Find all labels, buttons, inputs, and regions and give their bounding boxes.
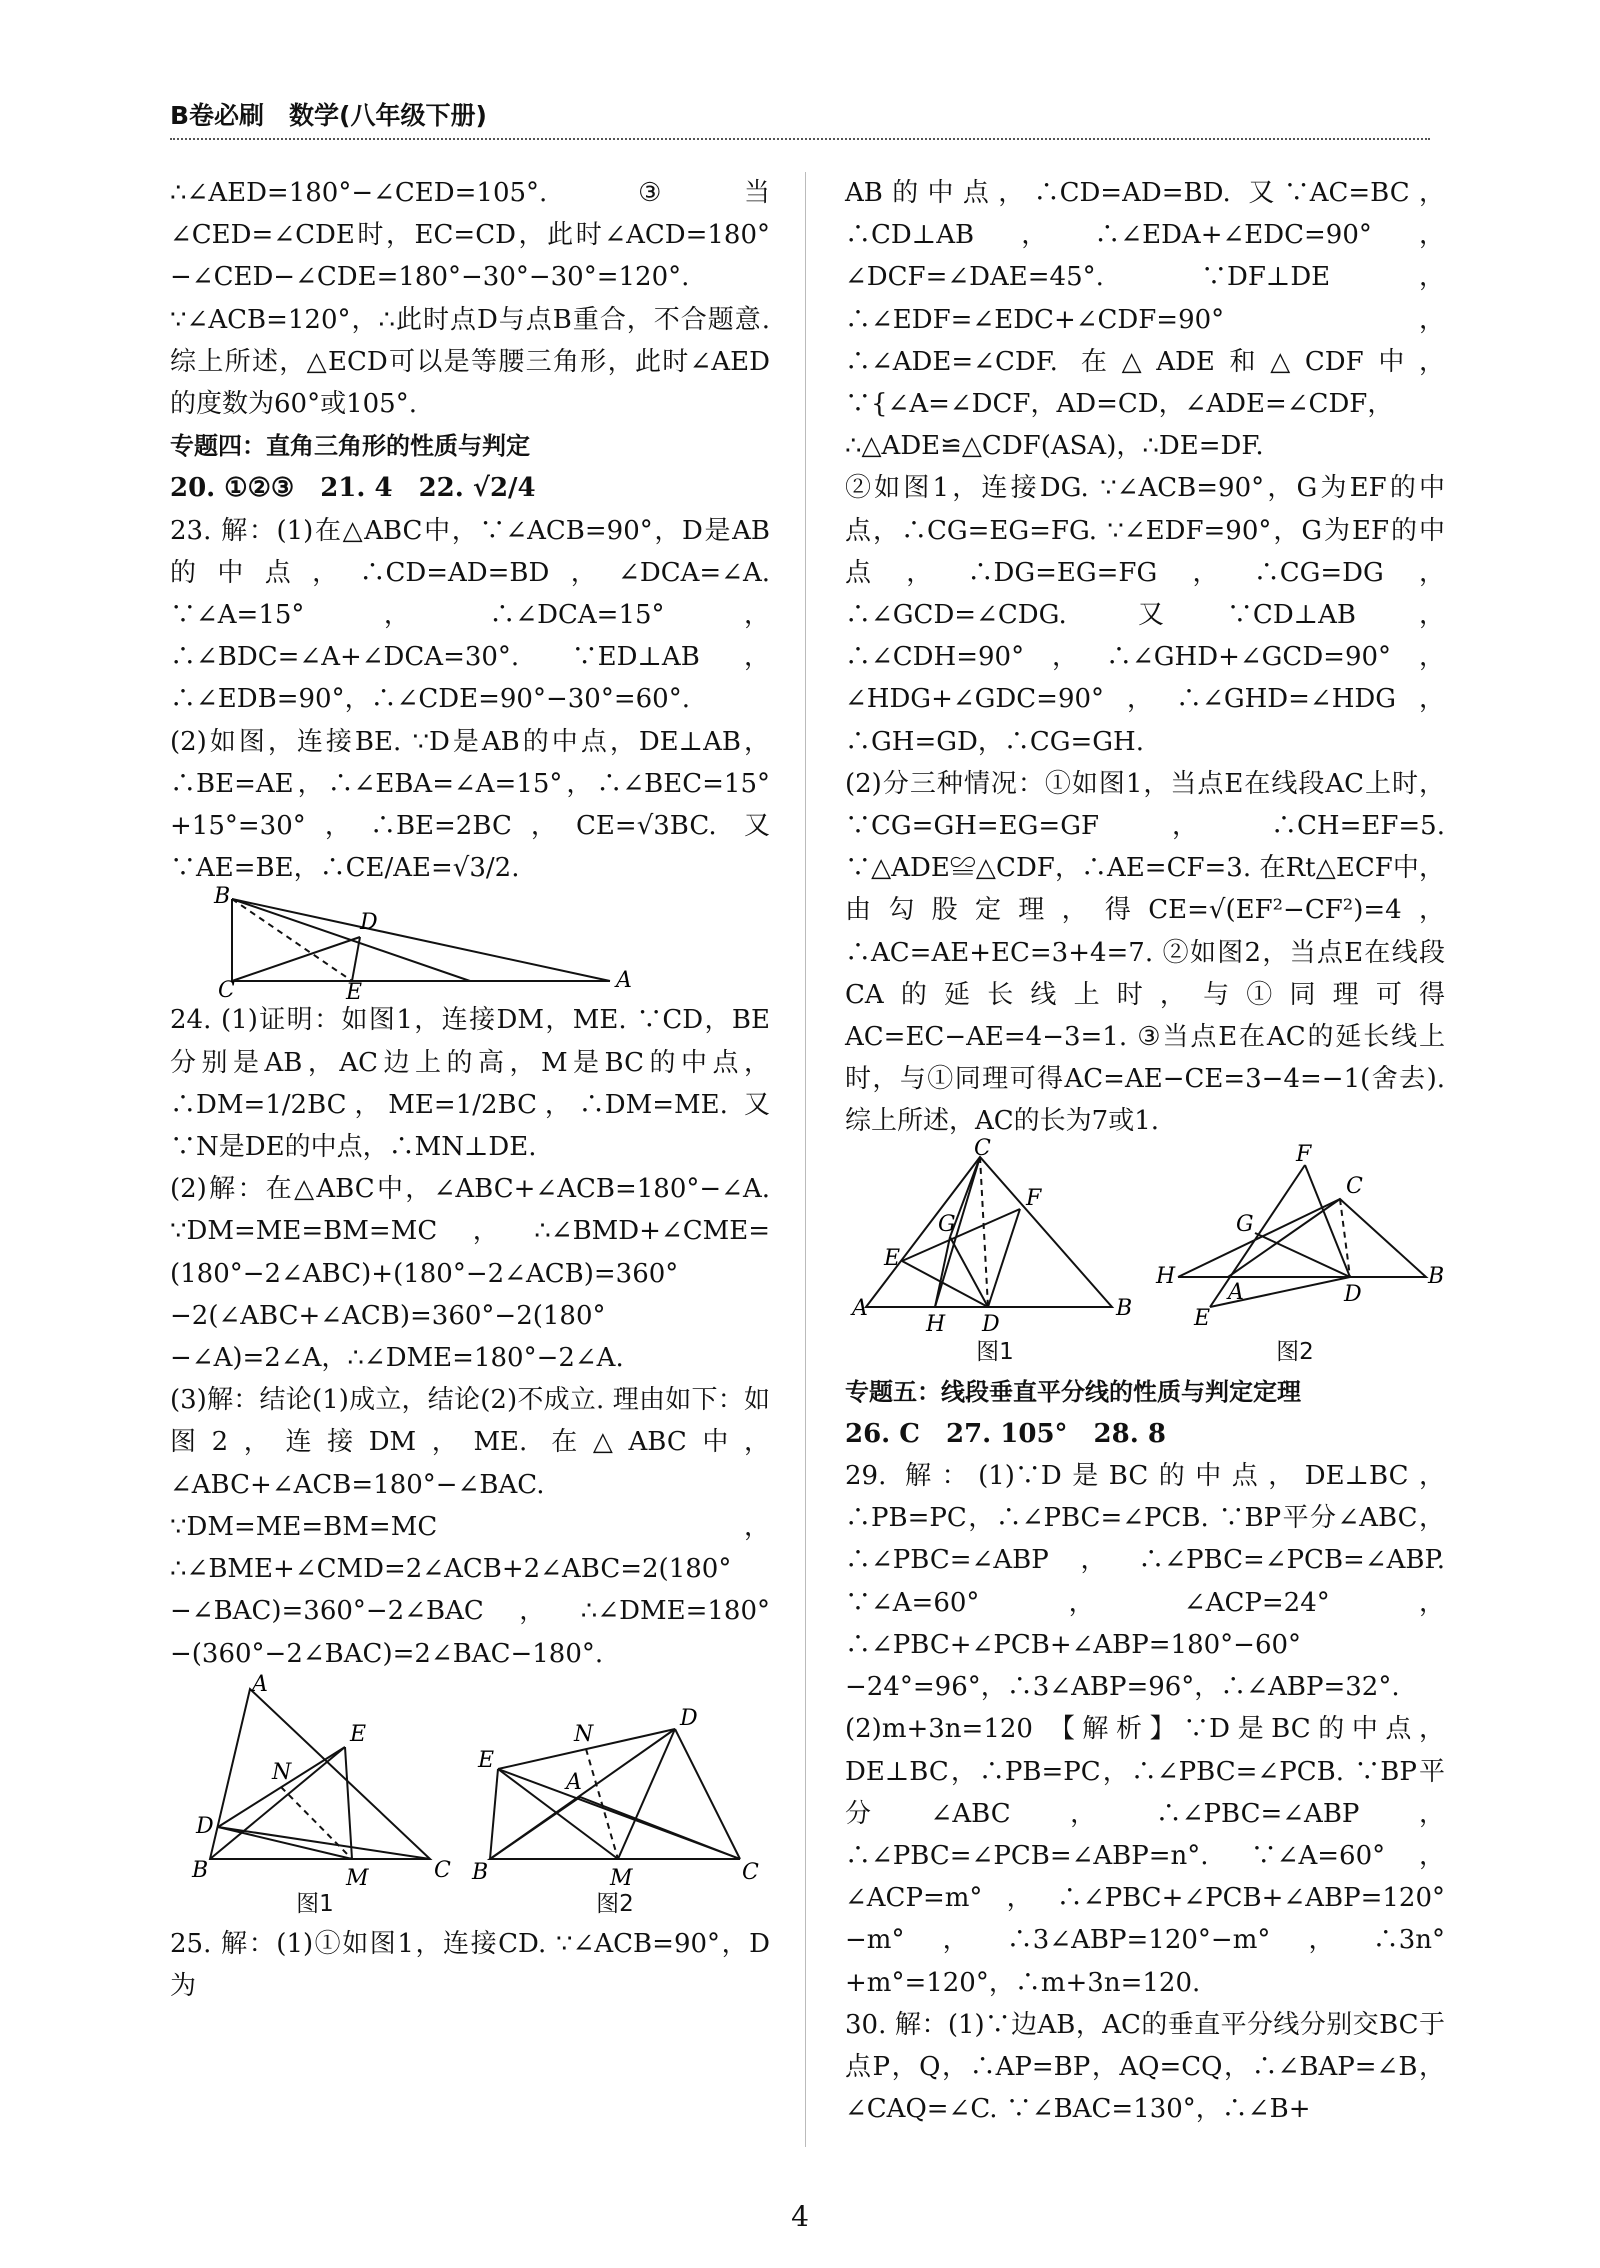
label-m: M: [346, 1865, 369, 1891]
paragraph: ∴∠AED=180°−∠CED=105°. ③当∠CED=∠CDE时，EC=CD，此时∠ACD=180°−∠CED−∠CDE=180°−30°−30°=120°. ∵∠ACB=120°，∴此时点D与点B重合，不合题意. 综上所述，△ECD可以是等腰三角形，此时∠AED的度数为60°或105°.: [170, 178, 770, 420]
label-n: N: [272, 1759, 292, 1785]
figure-25-2: [1150, 1141, 1445, 1367]
paragraph: AB的中点，∴CD=AD=BD. 又∵AC=BC，∴CD⊥AB，∴∠EDA+∠EDC=90°，∠DCF=∠DAE=45°. ∵DF⊥DE，∴∠EDF=∠EDC+∠CDF=90°，∴∠ADE=∠CDF. 在△ADE和△CDF中，∵{∠A=∠DCF，AD=CD，∠ADE=∠CDF，: [845, 178, 1445, 420]
label-h: H: [926, 1311, 946, 1337]
figure-caption: 图2: [596, 1890, 634, 1917]
paragraph: ②如图1，连接DG. ∵∠ACB=90°，G为EF的中点，∴CG=EG=FG. ∵∠EDF=90°，G为EF的中点，∴DG=EG=FG，∴CG=DG，∴∠GCD=∠CDG. 又∵CD⊥AB，∴∠CDH=90°，∴∠GHD+∠GCD=90°，∠HDG+∠GDC=90°，∴∠GHD=∠HDG，∴GH=GD，∴CG=GH.: [845, 473, 1445, 757]
label-f: F: [1296, 1141, 1312, 1167]
label-a: A: [616, 968, 632, 994]
label-b: B: [214, 884, 231, 910]
paragraph: (2)如图，连接BE. ∵D是AB的中点，DE⊥AB，∴BE=AE，∴∠EBA=∠A=15°，∴∠BEC=15°+15°=30°，∴BE=2BC，CE=√3BC. 又∵AE=BE，∴CE/AE=√3/2.: [170, 726, 770, 884]
label-a: A: [1228, 1279, 1244, 1305]
label-c: C: [434, 1857, 451, 1883]
paragraph: 30. 解：(1)∵边AB，AC的垂直平分线分别交BC于点P，Q，∴AP=BP，AQ=CQ，∴∠BAP=∠B，∠CAQ=∠C. ∵∠BAC=130°，∴∠B+: [845, 2009, 1445, 2125]
label-b: B: [1428, 1263, 1445, 1289]
segment-hc: [1178, 1199, 1340, 1277]
label-b: B: [1116, 1295, 1133, 1321]
label-d: D: [196, 1813, 214, 1839]
label-g: G: [1236, 1211, 1254, 1237]
label-c: C: [1346, 1173, 1363, 1199]
label-e: E: [1194, 1305, 1211, 1331]
segment-ce: [218, 1827, 430, 1859]
paragraph: 23. 解：(1)在△ABC中，∵∠ACB=90°，D是AB的中点，∴CD=AD=BD，∠DCA=∠A. ∵∠A=15°，∴∠DCA=15°，∴∠BDC=∠A+∠DCA=30°. ∵ED⊥AB，∴∠EDB=90°，∴∠CDE=90°−30°=60°.: [170, 515, 770, 715]
segment-ef: [1210, 1165, 1305, 1307]
label-h: H: [1156, 1263, 1176, 1289]
label-b: B: [472, 1859, 489, 1885]
page-number: 4: [791, 2200, 809, 2233]
label-e: E: [884, 1245, 901, 1271]
triangle-abc: [866, 1157, 1112, 1307]
label-f: F: [1026, 1185, 1042, 1211]
paragraph: ∴△ADE≌△CDF(ASA)，∴DE=DF.: [845, 431, 1264, 462]
segment-de: [352, 937, 360, 981]
paragraph: 24. (1)证明：如图1，连接DM，ME. ∵CD，BE分别是AB，AC边上的高，M是BC的中点，∴DM=1/2BC，ME=1/2BC，∴DM=ME. 又∵N是DE的中点，∴MN⊥DE.: [170, 1005, 770, 1163]
label-d: D: [982, 1311, 1000, 1337]
segment-cd: [980, 1157, 988, 1307]
paragraph: 25. 解：(1)①如图1，连接CD. ∵∠ACB=90°，D为: [170, 1928, 770, 2001]
figure-25-1: [850, 1135, 1140, 1367]
segment-eb: [490, 1769, 498, 1859]
label-a: A: [252, 1671, 268, 1697]
paragraph: (2)分三种情况：①如图1，当点E在线段AC上时，∵CG=GH=EG=GF，∴CH=EF=5. ∵△ADE≌△CDF，∴AE=CF=3. 在Rt△ECF中，由勾股定理，得CE=√(EF²−CF²)=4，∴AC=AE+EC=3+4=7. ②如图2，当点E在线段CA的延长线上时，与①同理可得AC=EC−AE=4−3=1. ③当点E在AC的延长线上时，与①同理可得AC=AE−CE=3−4=−1(舍去). 综上所述，AC的长为7或1.: [845, 768, 1445, 1137]
segment-ba: [232, 899, 610, 981]
figure-caption: 图1: [296, 1890, 334, 1917]
paragraph: (2)m+3n=120 【解析】∵D是BC的中点，DE⊥BC，∴PB=PC，∴∠PBC=∠PCB. ∵BP平分∠ABC，∴∠PBC=∠ABP，∴∠PBC=∠PCB=∠ABP=n°. ∵∠A=60°，∠ACP=m°，∴∠PBC+∠PCB+∠ABP=120°−m°，∴3∠ABP=120°−m°，∴3n°+m°=120°，∴m+3n=120.: [845, 1714, 1445, 1998]
paragraph: (2)解：在△ABC中，∠ABC+∠ACB=180°−∠A. ∵DM=ME=BM=MC，∴∠BMD+∠CME=(180°−2∠ABC)+(180°−2∠ACB)=360°−2(∠ABC+∠ACB)=360°−2(180°−∠A)=2∠A，∴∠DME=180°−2∠A.: [170, 1174, 770, 1374]
label-g: G: [938, 1211, 956, 1237]
figure-24-row: [170, 1671, 770, 1919]
segment-df: [988, 1209, 1020, 1307]
header-divider: [170, 138, 1430, 140]
label-m: M: [610, 1865, 633, 1891]
figure-caption: 图1: [976, 1338, 1014, 1365]
segment-em: [345, 1747, 352, 1859]
right-column: [845, 172, 1445, 2130]
label-a: A: [852, 1295, 868, 1321]
paragraph: (3)解：结论(1)成立，结论(2)不成立. 理由如下：如图2，连接DM，ME. 在△ABC中，∠ABC+∠ACB=180°−∠BAC. ∵DM=ME=BM=MC，∴∠BME+∠CMD=2∠ACB+2∠ABC=2(180°−∠BAC)=360°−2∠BAC，∴∠DME=180°−(360°−2∠BAC)=2∠BAC−180°.: [170, 1385, 770, 1669]
figure-24-1: [180, 1671, 451, 1919]
answer-line: 20. ①②③ 21. 4 22. √2/4: [170, 473, 536, 504]
label-e: E: [350, 1721, 367, 1747]
figure-23: [170, 884, 770, 1006]
segment-nm: [281, 1787, 352, 1859]
label-e: E: [346, 980, 363, 1006]
left-column: [170, 172, 770, 2007]
label-a: A: [566, 1769, 582, 1795]
label-d: D: [680, 1705, 698, 1731]
label-c: C: [974, 1135, 991, 1161]
label-e: E: [478, 1747, 495, 1773]
figure-25-row: [845, 1135, 1445, 1367]
figure-24-2: [470, 1679, 760, 1919]
paragraph: 29. 解：(1)∵D是BC的中点，DE⊥BC，∴PB=PC，∴∠PBC=∠PCB. ∵BP平分∠ABC，∴∠PBC=∠ABP，∴∠PBC=∠PCB=∠ABP. ∵∠A=60°，∠ACP=24°，∴∠PBC+∠PCB+∠ABP=180°−60°−24°=96°，∴3∠ABP=96°，∴∠ABP=32°.: [845, 1461, 1445, 1703]
answer-line: 26. C 27. 105° 28. 8: [845, 1418, 1166, 1449]
column-divider: [805, 172, 806, 2147]
segment-dm: [218, 1827, 352, 1859]
label-d: D: [1344, 1281, 1362, 1307]
label-d: D: [360, 910, 378, 936]
running-header: B卷必刷 数学(八年级下册): [170, 101, 487, 130]
label-c: C: [218, 978, 235, 1004]
segment-ec: [498, 1769, 740, 1859]
label-n: N: [574, 1721, 594, 1747]
section-heading: 专题五：线段垂直平分线的性质与判定定理: [845, 1377, 1301, 1406]
label-c: C: [742, 1859, 759, 1885]
label-b: B: [192, 1857, 209, 1883]
figure-caption: 图2: [1276, 1338, 1314, 1365]
section-heading: 专题四：直角三角形的性质与判定: [170, 432, 530, 461]
